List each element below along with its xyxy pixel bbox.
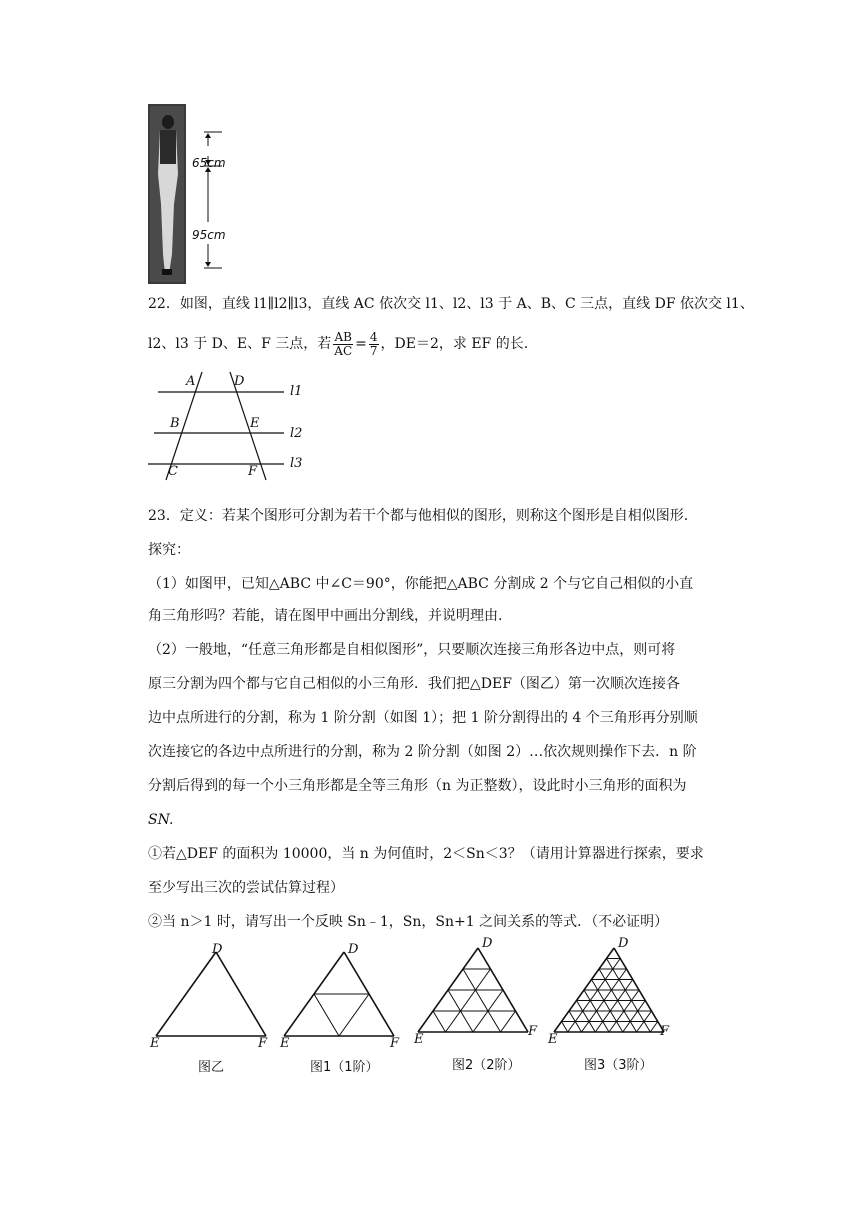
photo-bottom-label: 95cm [192, 228, 226, 242]
label-l3: l3 [290, 456, 303, 471]
tri0-label-E: E [150, 1036, 160, 1051]
q23-line8: 次连接它的各边中点所进行的分割，称为 2 阶分割（如图 2）…依次规则操作下去．n 阶 [148, 744, 697, 760]
q23-line11: ①若△DEF 的面积为 10000，当 n 为何值时，2＜Sn＜3？（请用计算器进行探索，要求 [148, 846, 704, 862]
q23-line6: 原三分割为四个都与它自己相似的小三角形．我们把△DEF（图乙）第一次顺次连接各 [148, 676, 680, 692]
tri2-label-D: D [482, 936, 493, 951]
tri3-label-F: F [660, 1024, 670, 1039]
ratio-fraction-ab-ac [333, 331, 353, 358]
tri0-label-F: F [258, 1036, 268, 1051]
triangle-figure-2 [410, 936, 540, 1080]
q22-line2 [148, 326, 528, 362]
tri1-caption: 图1（1阶） [310, 1060, 379, 1075]
tri2-caption: 图2（2阶） [452, 1058, 521, 1073]
q23-line12: 至少写出三次的尝试估算过程） [148, 880, 344, 896]
q23-line3: （1）如图甲，已知△ABC 中∠C＝90°，你能把△ABC 分割成 2 个与它自己相似的小直 [148, 576, 694, 592]
q22-line2-pre: l2、l3 于 D、E、F 三点，若 [148, 336, 332, 352]
parallel-lines-figure [144, 370, 314, 482]
label-B: B [170, 416, 180, 431]
q22-line2-post: ，DE＝2，求 EF 的长. [380, 336, 529, 352]
tri3-label-D: D [618, 936, 629, 951]
subdivision-line [463, 969, 501, 1032]
q23-line13: ②当 n＞1 时，请写出一个反映 Sn﹣1，Sn，Sn+1 之间关系的等式．（不必证明） [148, 914, 669, 930]
ratio-fraction-4-7 [369, 331, 379, 358]
label-F: F [248, 464, 258, 479]
label-l1: l1 [290, 384, 303, 399]
tri3-label-E: E [548, 1032, 558, 1047]
tri0-label-D: D [212, 942, 223, 957]
frac-eq: = [355, 336, 367, 352]
label-A: A [186, 374, 196, 389]
photo-top-label: 65cm [192, 156, 226, 170]
subdivision-line [501, 1011, 516, 1032]
label-l2: l2 [290, 426, 303, 441]
subdivision-line [568, 959, 621, 1033]
subdivision-line [650, 1022, 658, 1033]
q23-line5: （2）一般地，“任意三角形都是自相似图形”，只要顺次连接三角形各边中点，则可将 [148, 642, 676, 658]
subdivision-line [592, 980, 623, 1033]
triangle-figure-1 [276, 940, 406, 1080]
tri2-label-F: F [528, 1024, 538, 1039]
q23-line10: SN. [148, 812, 174, 828]
tri1-label-F: F [390, 1036, 400, 1051]
triangle-edge [216, 952, 266, 1036]
q23-line7: 边中点所进行的分割，称为 1 阶分割（如图 1）；把 1 阶分割得出的 4 个三角形再分别顺 [148, 710, 698, 726]
frac2-den: 7 [369, 343, 378, 358]
frac2-num: 4 [369, 329, 378, 344]
label-C: C [168, 464, 178, 479]
tri2-label-E: E [414, 1032, 424, 1047]
tri1-label-E: E [280, 1036, 290, 1051]
subdivision-line [339, 994, 369, 1036]
triangle-figure-0 [148, 940, 278, 1080]
label-D: D [234, 374, 245, 389]
subdivision-line [562, 1022, 568, 1033]
label-E: E [250, 416, 260, 431]
subdivision-line [314, 994, 339, 1036]
q22-line1: 22．如图，直线 l1∥l2∥l3，直线 AC 依次交 l1、l2、l3 于 A、B、C 三点，直线 DF 依次交 l1、 [148, 296, 754, 312]
tri1-label-D: D [348, 942, 359, 957]
q23-line4: 角三角形吗？若能，请在图甲中画出分割线，并说明理由. [148, 608, 503, 624]
tri0-caption: 图乙 [198, 1060, 225, 1075]
triangle-figure-3 [546, 936, 676, 1080]
q23-line2: 探究： [148, 542, 190, 558]
triangle-edge [156, 952, 216, 1036]
subdivision-line [433, 1011, 446, 1032]
height-photo-figure [148, 104, 238, 284]
tri3-caption: 图3（3阶） [584, 1058, 653, 1073]
subdivision-line [446, 969, 491, 1032]
frac-num: AB [334, 329, 352, 344]
q23-line1: 23．定义：若某个图形可分割为若干个都与他相似的图形，则称这个图形是自相似图形. [148, 508, 689, 524]
subdivision-line [607, 959, 651, 1033]
frac-den: AC [334, 343, 353, 358]
subdivision-line [595, 980, 633, 1033]
q23-line9: 分割后得到的每一个小三角形都是全等三角形（n 为正整数），设此时小三角形的面积为 [148, 778, 687, 794]
